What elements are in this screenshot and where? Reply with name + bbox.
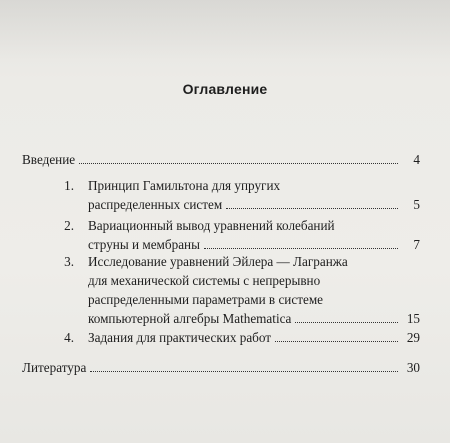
toc-entry-title-line-2: распределенных систем <box>88 197 223 212</box>
leader-dots <box>204 248 398 249</box>
leader-dots <box>90 371 398 372</box>
toc-entry-literature <box>22 358 420 377</box>
toc-entry-number: 3. <box>64 254 74 269</box>
leader-dots <box>226 208 398 209</box>
toc-entry-title: Задания для практических работ <box>88 330 272 345</box>
toc-page-number: 30 <box>406 360 420 375</box>
toc-page-number: 7 <box>413 237 420 252</box>
toc-page-number: 4 <box>413 152 420 167</box>
toc-page-number: 15 <box>406 311 420 326</box>
toc-entry-2 <box>22 216 420 254</box>
toc-entry-title-line-1: Вариационный вывод уравнений колебаний <box>88 218 335 233</box>
toc-entry-title: Литература <box>22 360 87 375</box>
toc-entry-title: Введение <box>22 152 76 167</box>
toc-entry-3 <box>22 252 420 328</box>
toc-entry-introduction <box>22 150 420 169</box>
toc-entry-title-line-1: Исследование уравнений Эйлера — Лагранжа <box>88 254 348 269</box>
bleed-through-shadow <box>0 0 450 60</box>
toc-entry-4-row <box>22 328 420 347</box>
toc-entry-title-line-3: распределенными параметрами в системе <box>88 292 324 307</box>
toc-entry-title-line-1: Принцип Гамильтона для упругих <box>88 178 281 193</box>
toc-entry-title-line-2: струны и мембраны <box>88 237 200 252</box>
page-title: Оглавление <box>182 81 268 97</box>
toc-entry-title-line-4: компьютерной алгебры Mathematica <box>88 311 292 326</box>
toc-entry-1 <box>22 176 420 214</box>
leader-dots <box>295 322 398 323</box>
toc-entry-number: 4. <box>64 330 74 345</box>
leader-dots <box>275 341 398 342</box>
toc-entry-number: 1. <box>64 178 74 193</box>
leader-dots <box>79 163 398 164</box>
toc-entry-number: 2. <box>64 218 74 233</box>
toc-page-number: 29 <box>406 330 420 345</box>
toc-page-number: 5 <box>413 197 420 212</box>
toc-entry-title-line-2: для механической системы с непрерывно <box>88 273 321 288</box>
